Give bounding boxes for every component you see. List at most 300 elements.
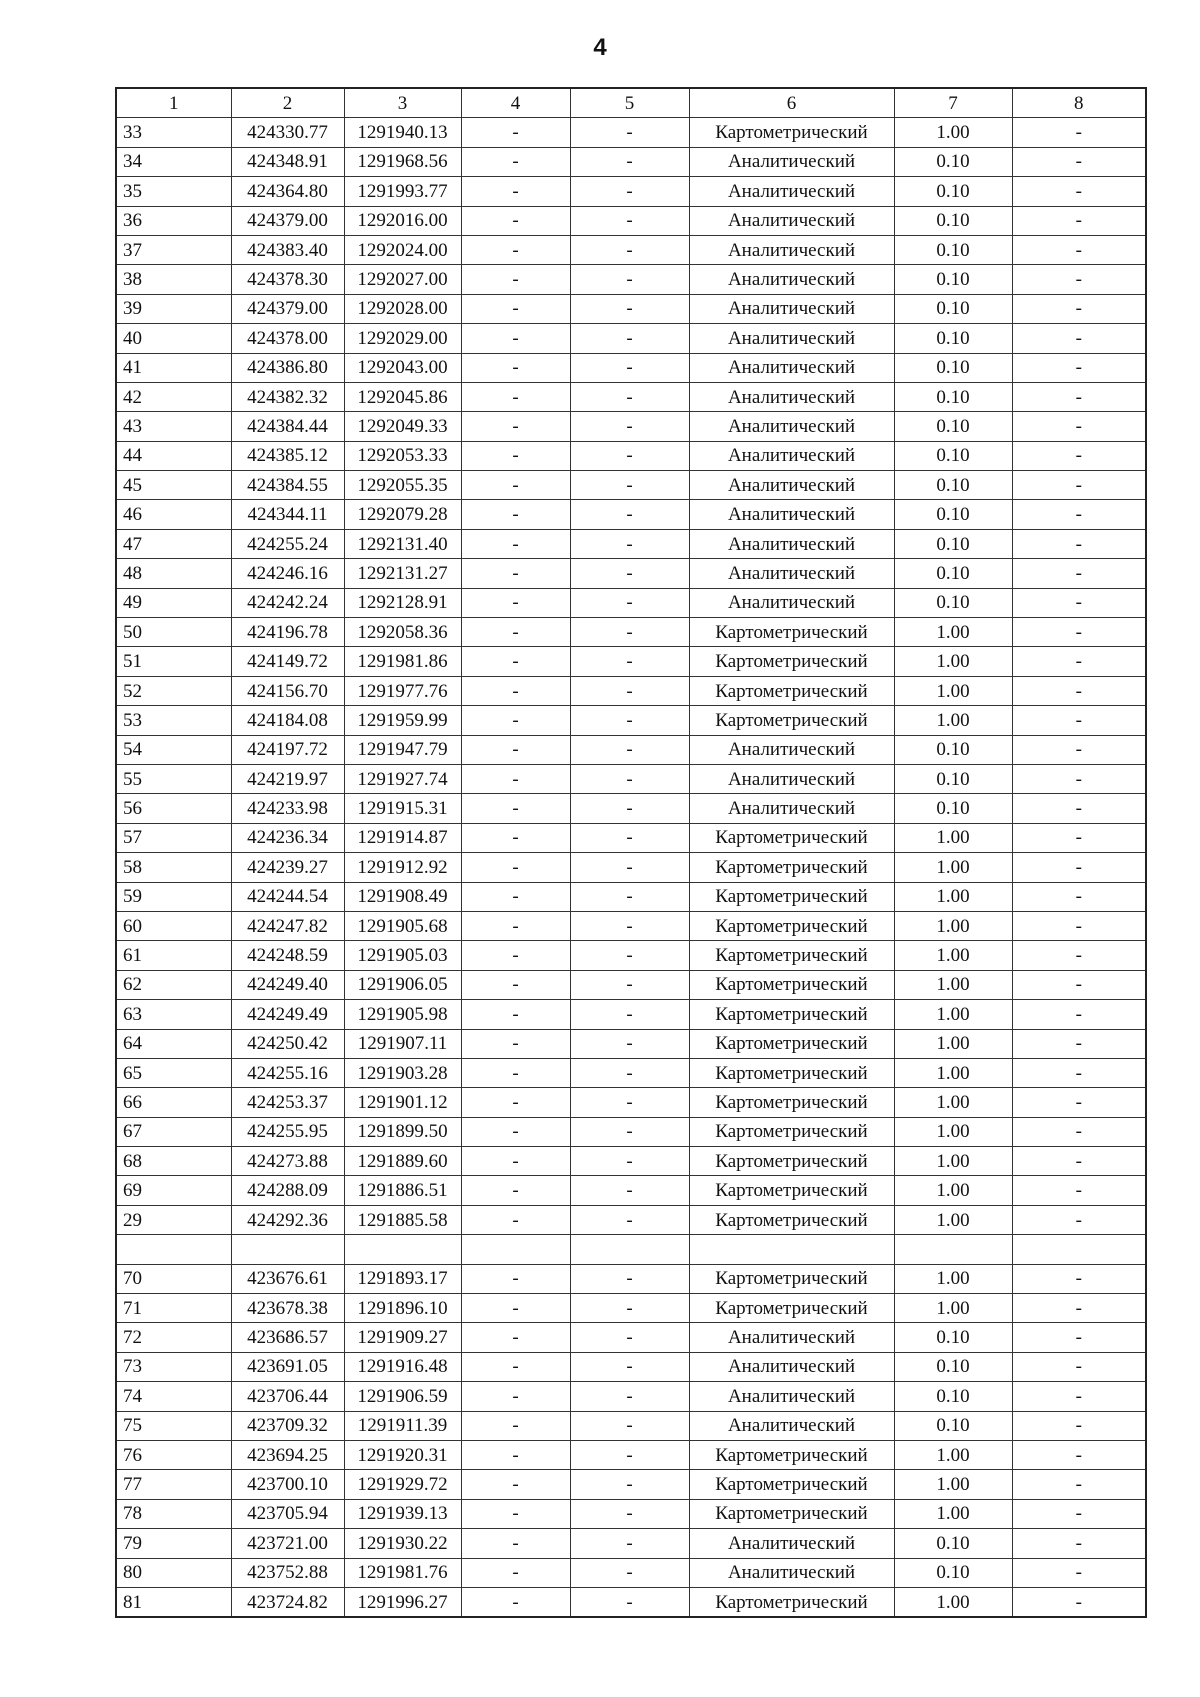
point-number-cell: 53 [116,706,231,735]
table-row [116,1235,1146,1264]
table-row [116,618,1146,647]
method-cell: Аналитический [689,147,894,176]
table-row [116,882,1146,911]
y-coordinate-cell: 1292027.00 [344,265,461,294]
x-coordinate-cell: 424382.32 [231,382,344,411]
col5-cell: - [570,1205,689,1234]
x-coordinate-cell: 424383.40 [231,235,344,264]
method-cell: Аналитический [689,177,894,206]
method-cell: Картометрический [689,911,894,940]
point-number-cell: 59 [116,882,231,911]
y-coordinate-cell: 1291981.86 [344,647,461,676]
col4-cell: - [461,794,570,823]
accuracy-cell: 1.00 [894,647,1012,676]
col5-cell: - [570,1352,689,1381]
x-coordinate-cell: 423705.94 [231,1499,344,1528]
y-coordinate-cell: 1291916.48 [344,1352,461,1381]
method-cell: Аналитический [689,1323,894,1352]
col8-cell: - [1012,1147,1146,1176]
x-coordinate-cell: 423706.44 [231,1382,344,1411]
accuracy-cell: 0.10 [894,559,1012,588]
table-row [116,1470,1146,1499]
col4-cell: - [461,147,570,176]
col4-cell: - [461,1264,570,1293]
col5-cell: - [570,206,689,235]
x-coordinate-cell: 424255.24 [231,529,344,558]
col8-cell: - [1012,618,1146,647]
method-cell: Картометрический [689,676,894,705]
table-row [116,382,1146,411]
col8-cell: - [1012,1470,1146,1499]
col8-cell: - [1012,853,1146,882]
col8-cell: - [1012,324,1146,353]
col4-cell: - [461,1499,570,1528]
x-coordinate-cell: 424239.27 [231,853,344,882]
table-row [116,1558,1146,1587]
point-number-cell: 40 [116,324,231,353]
point-number-cell: 49 [116,588,231,617]
method-cell: Аналитический [689,1411,894,1440]
method-cell [689,1235,894,1264]
x-coordinate-cell: 424288.09 [231,1176,344,1205]
x-coordinate-cell: 424219.97 [231,764,344,793]
header-cell: 2 [231,88,344,118]
accuracy-cell: 0.10 [894,471,1012,500]
method-cell: Аналитический [689,235,894,264]
table-row [116,1264,1146,1293]
col4-cell: - [461,1411,570,1440]
col8-cell: - [1012,1117,1146,1146]
col8-cell: - [1012,1205,1146,1234]
col8-cell: - [1012,1029,1146,1058]
accuracy-cell: 1.00 [894,1587,1012,1617]
x-coordinate-cell: 424255.95 [231,1117,344,1146]
x-coordinate-cell: 423691.05 [231,1352,344,1381]
table-row [116,588,1146,617]
y-coordinate-cell: 1292079.28 [344,500,461,529]
col5-cell: - [570,382,689,411]
method-cell: Аналитический [689,265,894,294]
table-row [116,265,1146,294]
x-coordinate-cell: 424348.91 [231,147,344,176]
col4-cell [461,1235,570,1264]
y-coordinate-cell: 1291901.12 [344,1088,461,1117]
y-coordinate-cell: 1291896.10 [344,1294,461,1323]
table-row [116,941,1146,970]
point-number-cell: 65 [116,1058,231,1087]
col8-cell: - [1012,353,1146,382]
col8-cell: - [1012,1529,1146,1558]
accuracy-cell: 0.10 [894,1323,1012,1352]
table-row [116,235,1146,264]
col4-cell: - [461,970,570,999]
point-number-cell: 64 [116,1029,231,1058]
accuracy-cell: 1.00 [894,1440,1012,1469]
method-cell: Картометрический [689,1205,894,1234]
y-coordinate-cell: 1291886.51 [344,1176,461,1205]
col4-cell: - [461,471,570,500]
accuracy-cell: 0.10 [894,294,1012,323]
table-row [116,823,1146,852]
point-number-cell: 54 [116,735,231,764]
col4-cell: - [461,764,570,793]
col5-cell: - [570,441,689,470]
col8-cell: - [1012,206,1146,235]
point-number-cell: 29 [116,1205,231,1234]
header-cell: 6 [689,88,894,118]
col4-cell: - [461,1147,570,1176]
col5-cell: - [570,764,689,793]
point-number-cell: 33 [116,118,231,147]
table-row [116,1000,1146,1029]
col5-cell: - [570,941,689,970]
col8-cell: - [1012,970,1146,999]
point-number-cell: 79 [116,1529,231,1558]
y-coordinate-cell: 1291959.99 [344,706,461,735]
col8-cell [1012,1235,1146,1264]
header-cell: 8 [1012,88,1146,118]
table-row [116,500,1146,529]
table-row [116,1499,1146,1528]
y-coordinate-cell: 1291885.58 [344,1205,461,1234]
header-cell: 7 [894,88,1012,118]
method-cell: Аналитический [689,588,894,617]
point-number-cell: 58 [116,853,231,882]
point-number-cell: 43 [116,412,231,441]
accuracy-cell: 1.00 [894,1470,1012,1499]
accuracy-cell: 1.00 [894,118,1012,147]
col8-cell: - [1012,676,1146,705]
accuracy-cell: 1.00 [894,1058,1012,1087]
y-coordinate-cell: 1291915.31 [344,794,461,823]
accuracy-cell: 1.00 [894,1117,1012,1146]
method-cell: Аналитический [689,529,894,558]
x-coordinate-cell: 424244.54 [231,882,344,911]
table-row [116,471,1146,500]
method-cell: Картометрический [689,1499,894,1528]
method-cell: Аналитический [689,382,894,411]
col5-cell: - [570,1117,689,1146]
point-number-cell: 72 [116,1323,231,1352]
table-row [116,1058,1146,1087]
y-coordinate-cell: 1292016.00 [344,206,461,235]
y-coordinate-cell: 1291947.79 [344,735,461,764]
y-coordinate-cell: 1291899.50 [344,1117,461,1146]
table-row [116,147,1146,176]
col8-cell: - [1012,794,1146,823]
accuracy-cell: 0.10 [894,529,1012,558]
x-coordinate-cell: 424384.44 [231,412,344,441]
method-cell: Картометрический [689,1000,894,1029]
point-number-cell: 68 [116,1147,231,1176]
accuracy-cell: 1.00 [894,676,1012,705]
table-row [116,970,1146,999]
point-number-cell: 42 [116,382,231,411]
accuracy-cell: 1.00 [894,1147,1012,1176]
x-coordinate-cell: 424149.72 [231,647,344,676]
col4-cell: - [461,500,570,529]
col4-cell: - [461,1117,570,1146]
point-number-cell: 52 [116,676,231,705]
col8-cell: - [1012,529,1146,558]
accuracy-cell: 1.00 [894,1294,1012,1323]
y-coordinate-cell: 1291906.05 [344,970,461,999]
col5-cell: - [570,794,689,823]
y-coordinate-cell: 1291893.17 [344,1264,461,1293]
col8-cell: - [1012,1176,1146,1205]
table-row [116,118,1146,147]
x-coordinate-cell: 424330.77 [231,118,344,147]
table-row [116,1294,1146,1323]
table-row [116,1205,1146,1234]
method-cell: Аналитический [689,764,894,793]
point-number-cell: 74 [116,1382,231,1411]
method-cell: Аналитический [689,353,894,382]
col8-cell: - [1012,1000,1146,1029]
table-body [116,118,1146,1617]
accuracy-cell: 0.10 [894,1558,1012,1587]
y-coordinate-cell: 1292029.00 [344,324,461,353]
method-cell: Картометрический [689,1117,894,1146]
accuracy-cell: 0.10 [894,764,1012,793]
col5-cell: - [570,559,689,588]
accuracy-cell: 1.00 [894,1499,1012,1528]
table-header [116,88,1146,118]
x-coordinate-cell: 424344.11 [231,500,344,529]
accuracy-cell: 0.10 [894,412,1012,441]
x-coordinate-cell: 423700.10 [231,1470,344,1499]
x-coordinate-cell: 424379.00 [231,294,344,323]
col4-cell: - [461,1176,570,1205]
table-row [116,177,1146,206]
point-number-cell: 34 [116,147,231,176]
col5-cell [570,1235,689,1264]
x-coordinate-cell: 424236.34 [231,823,344,852]
col5-cell: - [570,1382,689,1411]
table-row [116,676,1146,705]
point-number-cell: 61 [116,941,231,970]
x-coordinate-cell: 424378.00 [231,324,344,353]
col8-cell: - [1012,235,1146,264]
point-number-cell: 76 [116,1440,231,1469]
point-number-cell: 77 [116,1470,231,1499]
x-coordinate-cell: 423752.88 [231,1558,344,1587]
y-coordinate-cell: 1292043.00 [344,353,461,382]
table-row [116,1088,1146,1117]
point-number-cell: 45 [116,471,231,500]
point-number-cell: 48 [116,559,231,588]
point-number-cell: 81 [116,1587,231,1617]
col5-cell: - [570,1323,689,1352]
col5-cell: - [570,706,689,735]
accuracy-cell: 0.10 [894,382,1012,411]
method-cell: Аналитический [689,1382,894,1411]
point-number-cell: 57 [116,823,231,852]
method-cell: Картометрический [689,706,894,735]
x-coordinate-cell: 424233.98 [231,794,344,823]
point-number-cell: 51 [116,647,231,676]
col5-cell: - [570,177,689,206]
accuracy-cell: 0.10 [894,353,1012,382]
col5-cell: - [570,853,689,882]
method-cell: Аналитический [689,1529,894,1558]
y-coordinate-cell: 1291912.92 [344,853,461,882]
point-number-cell: 37 [116,235,231,264]
table-row [116,1440,1146,1469]
y-coordinate-cell: 1291914.87 [344,823,461,852]
col4-cell: - [461,1294,570,1323]
accuracy-cell: 0.10 [894,794,1012,823]
col5-cell: - [570,529,689,558]
method-cell: Картометрический [689,1176,894,1205]
col5-cell: - [570,1147,689,1176]
col5-cell: - [570,1470,689,1499]
accuracy-cell: 1.00 [894,941,1012,970]
table-row [116,911,1146,940]
point-number-cell: 41 [116,353,231,382]
method-cell: Аналитический [689,294,894,323]
col5-cell: - [570,235,689,264]
y-coordinate-cell: 1291905.68 [344,911,461,940]
col8-cell: - [1012,1058,1146,1087]
col5-cell: - [570,1294,689,1323]
col8-cell: - [1012,265,1146,294]
point-number-cell [116,1235,231,1264]
accuracy-cell: 1.00 [894,882,1012,911]
header-cell: 1 [116,88,231,118]
accuracy-cell: 1.00 [894,1176,1012,1205]
header-cell: 3 [344,88,461,118]
accuracy-cell: 1.00 [894,911,1012,940]
col8-cell: - [1012,647,1146,676]
y-coordinate-cell: 1291968.56 [344,147,461,176]
col5-cell: - [570,1088,689,1117]
table-row [116,559,1146,588]
point-number-cell: 50 [116,618,231,647]
col4-cell: - [461,706,570,735]
col4-cell: - [461,177,570,206]
col5-cell: - [570,1558,689,1587]
col4-cell: - [461,1529,570,1558]
method-cell: Картометрический [689,970,894,999]
col4-cell: - [461,941,570,970]
method-cell: Картометрический [689,1264,894,1293]
col5-cell: - [570,1411,689,1440]
col4-cell: - [461,412,570,441]
y-coordinate-cell: 1291939.13 [344,1499,461,1528]
y-coordinate-cell: 1292024.00 [344,235,461,264]
accuracy-cell [894,1235,1012,1264]
col5-cell: - [570,618,689,647]
y-coordinate-cell: 1292128.91 [344,588,461,617]
point-number-cell: 67 [116,1117,231,1146]
method-cell: Картометрический [689,853,894,882]
method-cell: Картометрический [689,1147,894,1176]
col8-cell: - [1012,823,1146,852]
x-coordinate-cell: 423678.38 [231,1294,344,1323]
table-row [116,294,1146,323]
col5-cell: - [570,471,689,500]
y-coordinate-cell: 1291889.60 [344,1147,461,1176]
col5-cell: - [570,265,689,294]
col8-cell: - [1012,1558,1146,1587]
col5-cell: - [570,324,689,353]
table-row [116,1323,1146,1352]
col5-cell: - [570,588,689,617]
table-row [116,764,1146,793]
point-number-cell: 62 [116,970,231,999]
method-cell: Аналитический [689,324,894,353]
y-coordinate-cell: 1291940.13 [344,118,461,147]
col4-cell: - [461,1352,570,1381]
y-coordinate-cell: 1291909.27 [344,1323,461,1352]
y-coordinate-cell: 1292053.33 [344,441,461,470]
table-row [116,353,1146,382]
col8-cell: - [1012,588,1146,617]
col4-cell: - [461,1382,570,1411]
col8-cell: - [1012,911,1146,940]
y-coordinate-cell: 1292131.40 [344,529,461,558]
col5-cell: - [570,500,689,529]
table-row [116,1147,1146,1176]
x-coordinate-cell: 424378.30 [231,265,344,294]
col8-cell: - [1012,735,1146,764]
table-row [116,735,1146,764]
point-number-cell: 63 [116,1000,231,1029]
col4-cell: - [461,324,570,353]
method-cell: Аналитический [689,471,894,500]
col8-cell: - [1012,706,1146,735]
method-cell: Картометрический [689,618,894,647]
method-cell: Картометрический [689,118,894,147]
col8-cell: - [1012,177,1146,206]
x-coordinate-cell: 423676.61 [231,1264,344,1293]
col4-cell: - [461,676,570,705]
point-number-cell: 39 [116,294,231,323]
x-coordinate-cell: 424386.80 [231,353,344,382]
x-coordinate-cell: 423694.25 [231,1440,344,1469]
col4-cell: - [461,1558,570,1587]
accuracy-cell: 0.10 [894,1382,1012,1411]
x-coordinate-cell: 424246.16 [231,559,344,588]
col8-cell: - [1012,294,1146,323]
col4-cell: - [461,823,570,852]
point-number-cell: 44 [116,441,231,470]
x-coordinate-cell: 424242.24 [231,588,344,617]
col8-cell: - [1012,1411,1146,1440]
col8-cell: - [1012,382,1146,411]
method-cell: Аналитический [689,500,894,529]
table-row [116,794,1146,823]
point-number-cell: 47 [116,529,231,558]
accuracy-cell: 0.10 [894,1529,1012,1558]
point-number-cell: 60 [116,911,231,940]
col4-cell: - [461,1587,570,1617]
y-coordinate-cell: 1292058.36 [344,618,461,647]
x-coordinate-cell: 424196.78 [231,618,344,647]
table-row [116,853,1146,882]
col8-cell: - [1012,1088,1146,1117]
method-cell: Картометрический [689,1058,894,1087]
col5-cell: - [570,294,689,323]
table-row [116,706,1146,735]
table-row [116,529,1146,558]
col8-cell: - [1012,882,1146,911]
col5-cell: - [570,676,689,705]
point-number-cell: 80 [116,1558,231,1587]
point-number-cell: 70 [116,1264,231,1293]
col8-cell: - [1012,118,1146,147]
